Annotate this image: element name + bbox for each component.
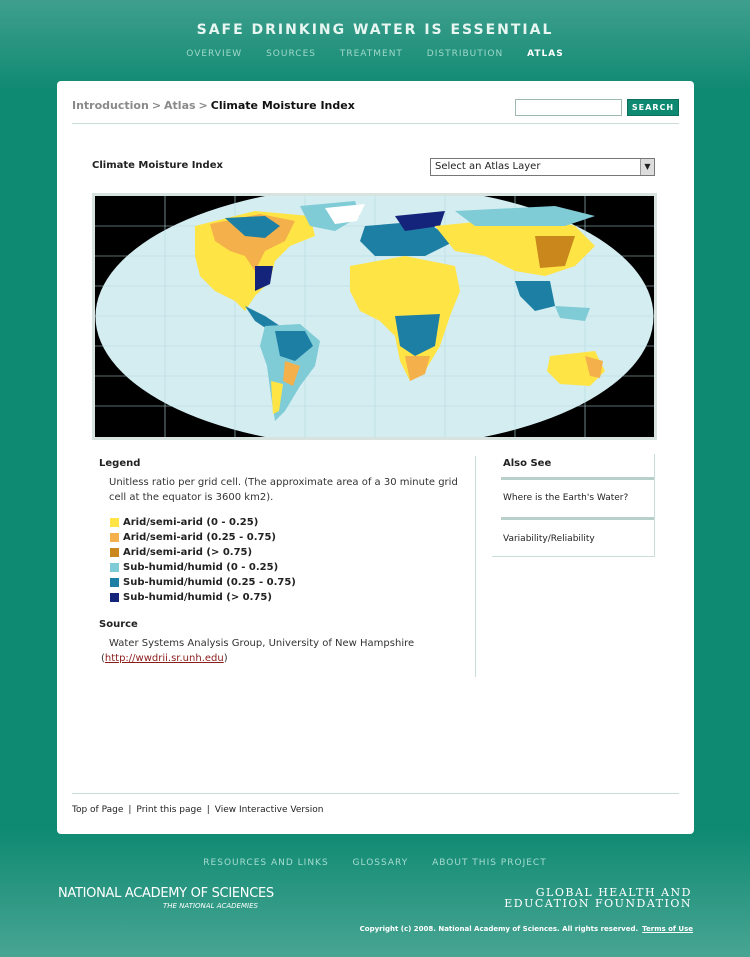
legend-item xyxy=(110,530,296,545)
also-see-link-earth-water[interactable]: Where is the Earth's Water? xyxy=(503,493,629,503)
nav-atlas[interactable]: ATLAS xyxy=(527,49,564,59)
world-map-image xyxy=(95,196,654,437)
divider xyxy=(72,793,679,794)
legend-swatch xyxy=(110,578,119,587)
source-description: Water Systems Analysis Group, University of New Hampshire xyxy=(109,638,415,649)
nav-sources[interactable]: SOURCES xyxy=(266,49,316,59)
source-text xyxy=(101,636,414,666)
layer-title: Climate Moisture Index xyxy=(92,160,223,171)
ghef-logo[interactable] xyxy=(470,887,692,909)
legend-list xyxy=(110,515,296,605)
page-footer-links xyxy=(72,805,323,815)
breadcrumb-separator: > xyxy=(151,99,162,112)
legend-swatch xyxy=(110,593,119,602)
legend-description: Unitless ratio per grid cell. (The approximate area of a 30 minute grid cell at the equator is 3600 km2). xyxy=(109,477,458,503)
divider xyxy=(501,517,654,520)
top-nav xyxy=(0,49,750,59)
nav-treatment[interactable]: TREATMENT xyxy=(339,49,403,59)
legend-label: Arid/semi-arid (0 - 0.25) xyxy=(123,517,259,528)
legend-label: Sub-humid/humid (0.25 - 0.75) xyxy=(123,577,296,588)
legend-item xyxy=(110,590,296,605)
source-paren-close: ) xyxy=(223,653,228,664)
legend-item xyxy=(110,515,296,530)
nav-overview[interactable]: OVERVIEW xyxy=(186,49,243,59)
nav-distribution[interactable]: DISTRIBUTION xyxy=(426,49,504,59)
nas-logo[interactable]: NATIONAL ACADEMY OF SCIENCES xyxy=(58,886,274,901)
breadcrumb-atlas[interactable]: Atlas xyxy=(164,99,196,112)
legend-item xyxy=(110,545,296,560)
search-button[interactable]: SEARCH xyxy=(627,99,679,116)
breadcrumb-current: Climate Moisture Index xyxy=(210,99,355,112)
nav-about-project[interactable]: ABOUT THIS PROJECT xyxy=(432,858,547,868)
ghef-logo-line1: GLOBAL HEALTH AND xyxy=(535,886,692,899)
chevron-down-icon[interactable]: ▼ xyxy=(640,159,654,175)
column-divider xyxy=(475,456,476,677)
also-see-link-variability[interactable]: Variability/Reliability xyxy=(503,534,595,544)
legend-label: Arid/semi-arid (0.25 - 0.75) xyxy=(123,532,276,543)
legend-heading: Legend xyxy=(99,458,141,469)
source-heading: Source xyxy=(99,619,138,630)
legend-swatch xyxy=(110,563,119,572)
ghef-logo-line2: EDUCATION FOUNDATION xyxy=(504,897,692,910)
nav-glossary[interactable]: GLOSSARY xyxy=(352,858,409,868)
divider xyxy=(501,477,654,480)
separator: | xyxy=(206,805,210,815)
interactive-version-link[interactable]: View Interactive Version xyxy=(214,805,324,815)
legend-label: Arid/semi-arid (> 0.75) xyxy=(123,547,253,558)
search-input[interactable] xyxy=(515,99,622,116)
bottom-nav xyxy=(0,858,750,868)
nav-resources-links[interactable]: RESOURCES AND LINKS xyxy=(203,858,329,868)
legend-label: Sub-humid/humid (> 0.75) xyxy=(123,592,272,603)
divider xyxy=(72,123,679,124)
copyright-text: Copyright (c) 2008. National Academy of Sciences. All rights reserved. xyxy=(359,925,639,933)
also-see-panel xyxy=(492,454,655,557)
legend-item xyxy=(110,560,296,575)
copyright xyxy=(300,925,693,933)
source-link[interactable]: http://wwdrii.sr.unh.edu xyxy=(104,653,224,664)
top-of-page-link[interactable]: Top of Page xyxy=(72,805,124,815)
nas-logo-subtitle: THE NATIONAL ACADEMIES xyxy=(163,902,258,910)
source-paren-open: ( xyxy=(101,653,105,664)
print-page-link[interactable]: Print this page xyxy=(136,805,202,815)
also-see-heading: Also See xyxy=(503,458,552,469)
legend-label: Sub-humid/humid (0 - 0.25) xyxy=(123,562,279,573)
terms-of-use-link[interactable]: Terms of Use xyxy=(642,925,693,933)
legend-item xyxy=(110,575,296,590)
content-card xyxy=(57,81,694,834)
breadcrumb-separator: > xyxy=(198,99,208,112)
legend-swatch xyxy=(110,548,119,557)
legend-swatch xyxy=(110,518,119,527)
atlas-layer-select[interactable] xyxy=(430,158,655,176)
breadcrumb xyxy=(72,99,355,112)
breadcrumb-introduction[interactable]: Introduction xyxy=(72,99,149,112)
site-title: SAFE DRINKING WATER IS ESSENTIAL xyxy=(196,22,554,38)
atlas-layer-select-value: Select an Atlas Layer xyxy=(435,161,541,172)
climate-moisture-map xyxy=(92,193,657,440)
separator: | xyxy=(128,805,132,815)
legend-swatch xyxy=(110,533,119,542)
